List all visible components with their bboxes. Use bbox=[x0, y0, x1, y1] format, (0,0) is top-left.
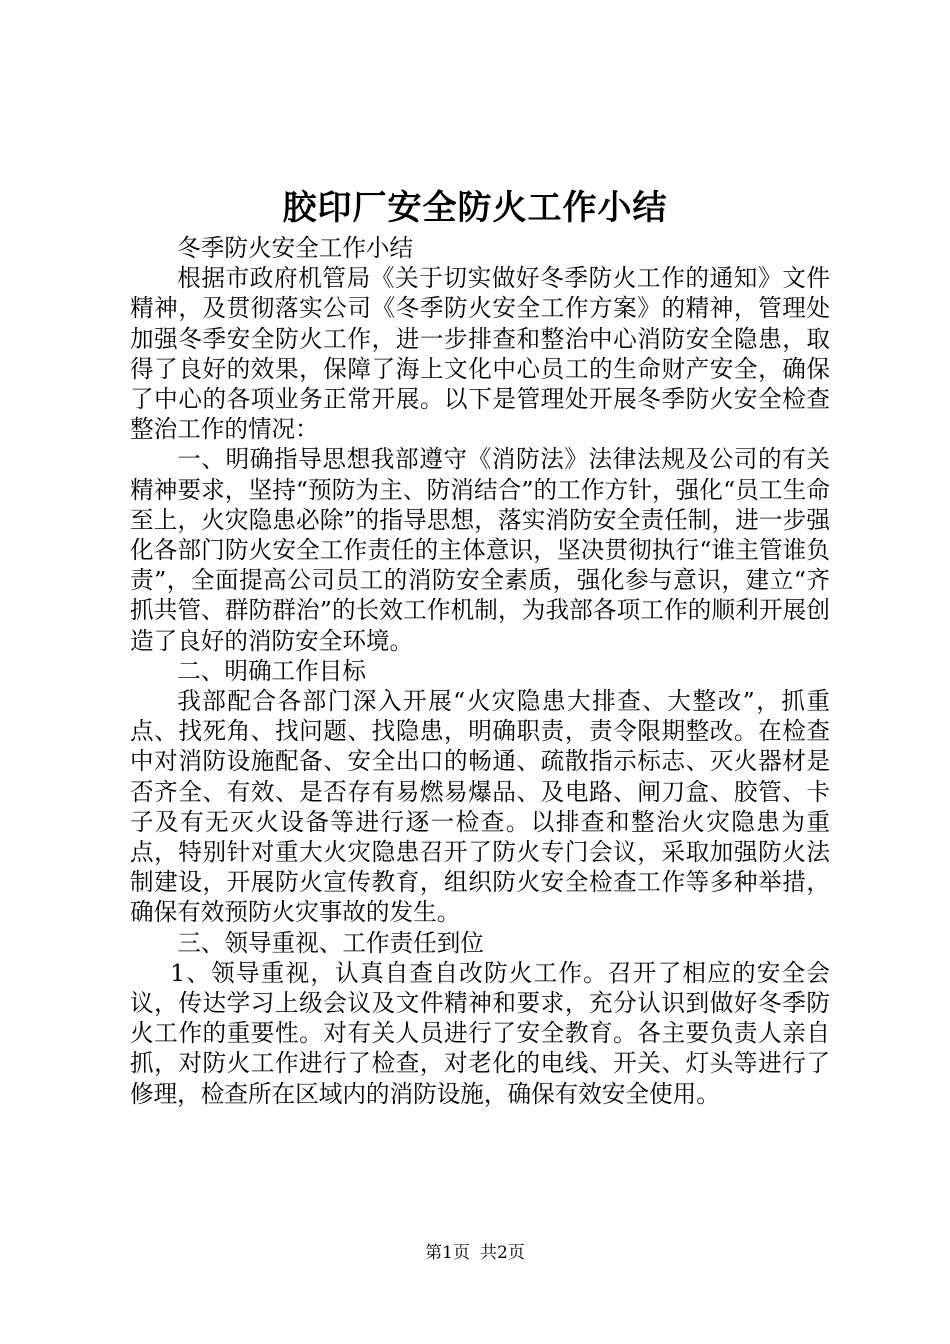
page-number-current: 第1页 bbox=[425, 1243, 470, 1263]
paragraph-section-2: 我部配合各部门深入开展“火灾隐患大排查、大整改”，抓重点、找死角、找问题、找隐患，明确职责，责令限期整改。在检查中对消防设施配备、安全出口的畅通、疏散指示标志、灭火器材是否齐全、有效、是否存有易燃易爆品、及电路、闸刀盒、胶管、卡子及有无灭火设备等进行逐一检查。以排查和整治火灾隐患为重点，特别针对重大火灾隐患召开了防火专门会议，采取加强防火法制建设，开展防火宣传教育，组织防火安全检查工作等多种举措，确保有效预防火灾事故的发生。 bbox=[130, 687, 830, 927]
page-footer bbox=[0, 1242, 950, 1264]
page-number-total: 共2页 bbox=[480, 1243, 525, 1263]
paragraph-intro: 根据市政府机管局《关于切实做好冬季防火工作的通知》文件精神，及贯彻落实公司《冬季防火安全工作方案》的精神，管理处加强冬季安全防火工作，进一步排查和整治中心消防安全隐患，取得了良好的效果，保障了海上文化中心员工的生命财产安全，确保了中心的各项业务正常开展。以下是管理处开展冬季防火安全检查整治工作的情况： bbox=[130, 264, 830, 444]
heading-section-3: 三、领导重视、工作责任到位 bbox=[177, 928, 484, 957]
paragraph-subtitle: 冬季防火安全工作小结 bbox=[177, 234, 414, 262]
paragraph-section-3-item-1: 1、领导重视，认真自查自改防火工作。召开了相应的安全会议，传达学习上级会议及文件精神和要求，充分认识到做好冬季防火工作的重要性。对有关人员进行了安全教育。各主要负责人亲自抓，对防火工作进行了检查，对老化的电线、开关、灯头等进行了修理，检查所在区域内的消防设施，确保有效安全使用。 bbox=[130, 958, 830, 1108]
document-title: 胶印厂安全防火工作小结 bbox=[282, 188, 668, 228]
heading-section-2: 二、明确工作目标 bbox=[177, 656, 366, 685]
paragraph-section-1: 一、明确指导思想我部遵守《消防法》法律法规及公司的有关精神要求，坚持“预防为主、防消结合”的工作方针，强化“员工生命至上，火灾隐患必除”的指导思想，落实消防安全责任制，进一步强化各部门防火安全工作责任的主体意识，坚决贯彻执行“谁主管谁负责”，全面提高公司员工的消防安全素质，强化参与意识，建立“齐抓共管、群防群治”的长效工作机制，为我部各项工作的顺利开展创造了良好的消防安全环境。 bbox=[130, 445, 830, 655]
document-body bbox=[130, 233, 830, 1109]
